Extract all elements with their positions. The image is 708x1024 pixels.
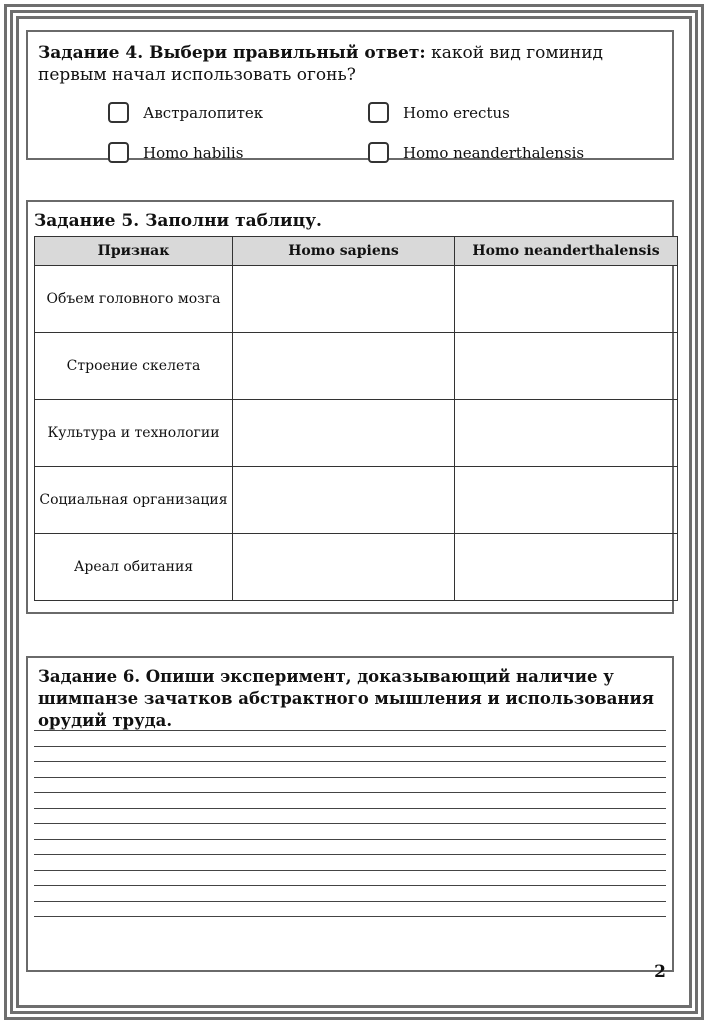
answer-line[interactable]: [34, 777, 666, 778]
answer-cell[interactable]: [233, 333, 455, 400]
checkbox[interactable]: [368, 142, 389, 163]
column-header: Homo neanderthalensis: [455, 237, 678, 266]
answer-line[interactable]: [34, 823, 666, 824]
answer-line[interactable]: [34, 730, 666, 731]
answer-cell[interactable]: [233, 534, 455, 601]
option-homo-erectus[interactable]: [368, 102, 510, 123]
answer-lines[interactable]: [34, 730, 666, 932]
task-6-section: [26, 656, 674, 972]
option-label: Homo habilis: [143, 143, 244, 162]
table-header-row: [35, 237, 678, 266]
worksheet-page: [20, 20, 688, 1004]
row-label: Объем головного мозга: [35, 266, 233, 333]
table-row: [35, 333, 678, 400]
answer-line[interactable]: [34, 870, 666, 871]
column-header: Homo sapiens: [233, 237, 455, 266]
task-4-section: [26, 30, 674, 160]
answer-cell[interactable]: [455, 534, 678, 601]
answer-line[interactable]: [34, 746, 666, 747]
answer-cell[interactable]: [455, 400, 678, 467]
answer-cell[interactable]: [455, 467, 678, 534]
answer-line[interactable]: [34, 854, 666, 855]
answer-cell[interactable]: [233, 266, 455, 333]
answer-cell[interactable]: [455, 333, 678, 400]
task-5-title: Задание 5. Заполни таблицу.: [34, 211, 322, 231]
option-homo-habilis[interactable]: [108, 142, 243, 163]
checkbox[interactable]: [108, 102, 129, 123]
answer-line[interactable]: [34, 885, 666, 886]
table-row: [35, 534, 678, 601]
task-5-section: [26, 200, 674, 614]
row-label: Ареал обитания: [35, 534, 233, 601]
option-label: Австралопитек: [143, 103, 264, 122]
checkbox[interactable]: [108, 142, 129, 163]
answer-line[interactable]: [34, 839, 666, 840]
table-row: [35, 400, 678, 467]
comparison-table: [34, 236, 678, 601]
option-australopithecus[interactable]: [108, 102, 263, 123]
answer-cell[interactable]: [233, 400, 455, 467]
task-4-title: Задание 4. Выбери правильный ответ: какой вид гоминид первым начал использовать огонь?: [38, 43, 604, 85]
row-label: Социальная организация: [35, 467, 233, 534]
answer-line[interactable]: [34, 916, 666, 917]
page-number: 2: [654, 962, 666, 982]
option-label: Homo neanderthalensis: [403, 143, 585, 162]
table-row: [35, 467, 678, 534]
table-row: [35, 266, 678, 333]
column-header: Признак: [35, 237, 233, 266]
task-6-title: Задание 6. Опиши эксперимент, доказывающий наличие у шимпанзе зачатков абстрактного мышления и использования орудий труда.: [38, 667, 654, 730]
option-label: Homo erectus: [403, 103, 510, 122]
row-label: Культура и технологии: [35, 400, 233, 467]
answer-line[interactable]: [34, 792, 666, 793]
answer-line[interactable]: [34, 761, 666, 762]
row-label: Строение скелета: [35, 333, 233, 400]
answer-line[interactable]: [34, 901, 666, 902]
answer-line[interactable]: [34, 808, 666, 809]
checkbox[interactable]: [368, 102, 389, 123]
option-homo-neanderthalensis[interactable]: [368, 142, 584, 163]
answer-cell[interactable]: [233, 467, 455, 534]
answer-cell[interactable]: [455, 266, 678, 333]
